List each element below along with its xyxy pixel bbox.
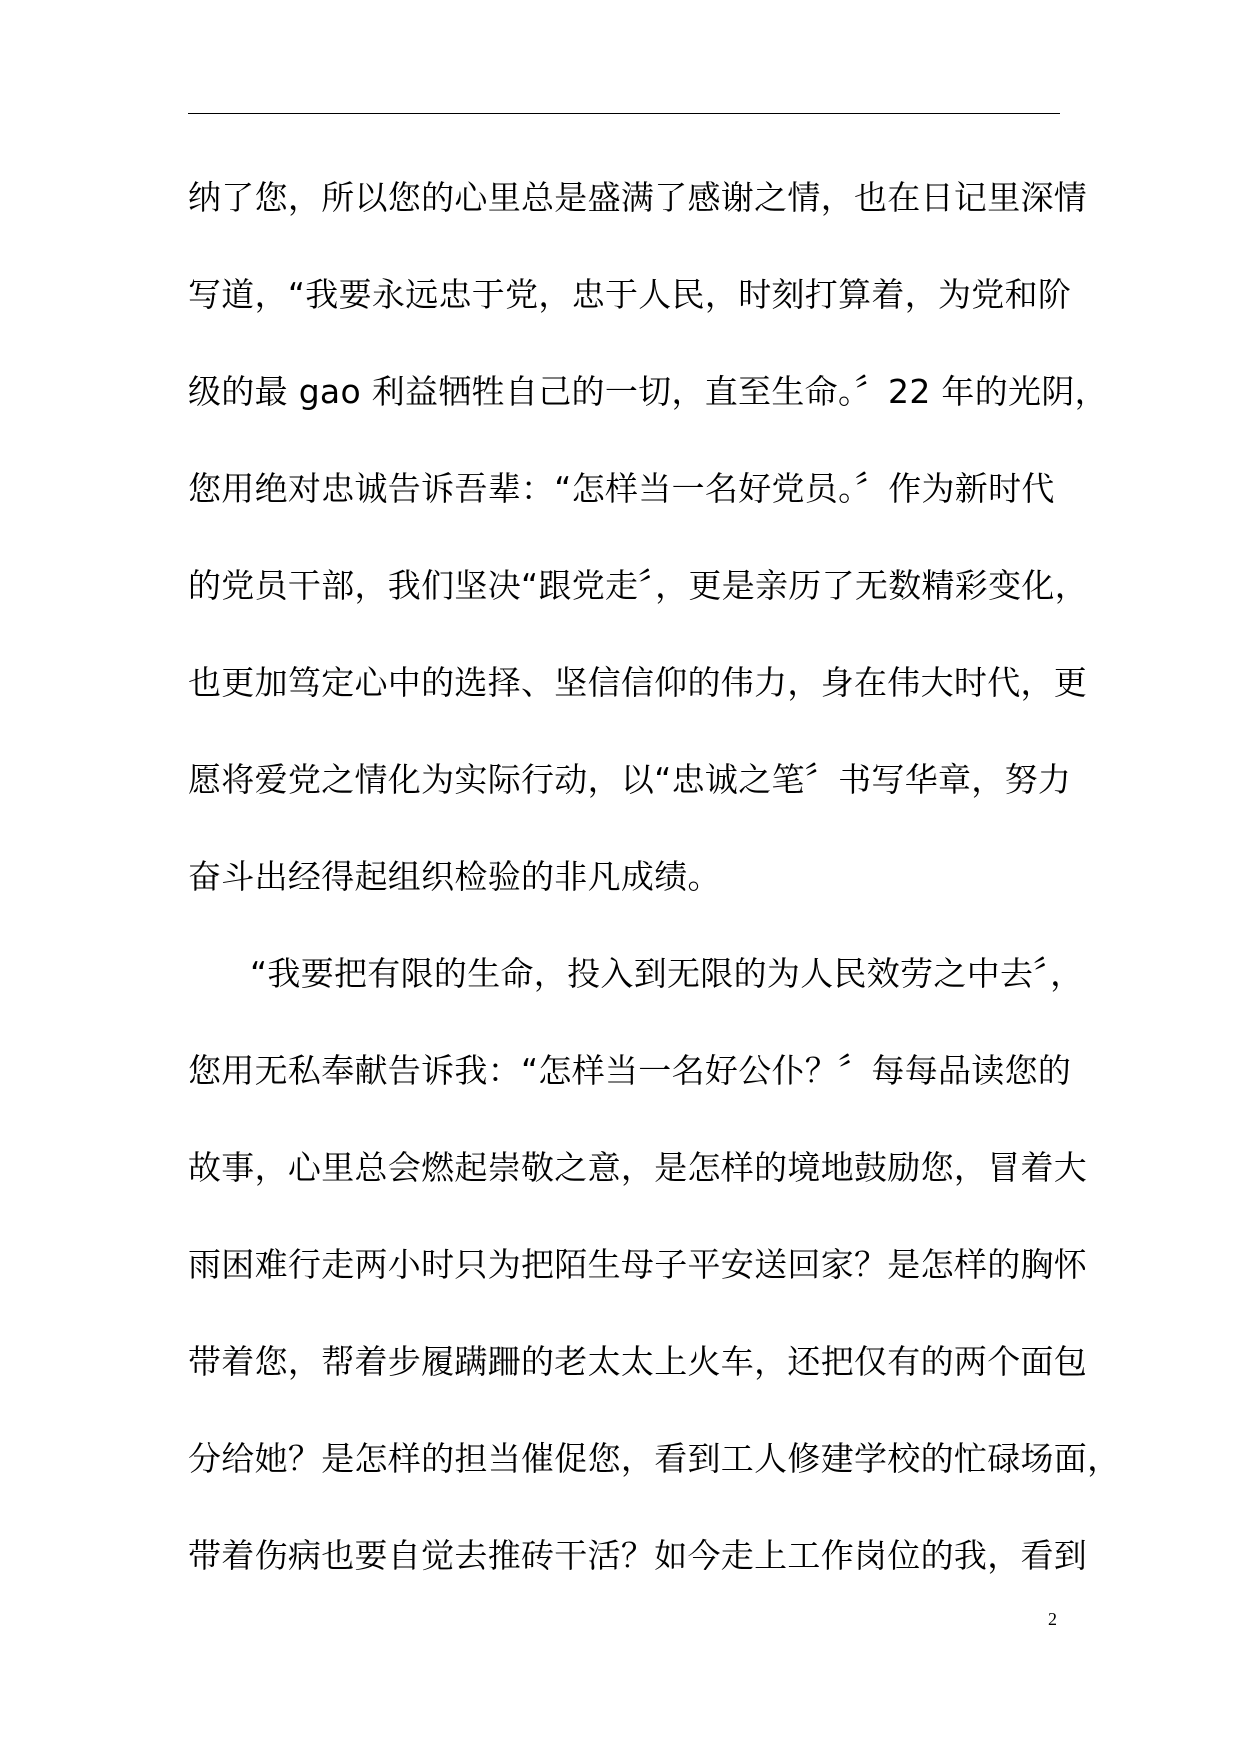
text-line: 写道，“我要永远忠于党，忠于人民，时刻打算着，为党和阶 bbox=[188, 275, 1072, 314]
text-line: 雨困难行走两小时只为把陌生母子平安送回家？是怎样的胸怀 bbox=[188, 1245, 1088, 1284]
text-line: 奋斗出经得起组织检验的非凡成绩。 bbox=[188, 857, 721, 896]
text-line: 故事，心里总会燃起崇敬之意，是怎样的境地鼓励您，冒着大 bbox=[188, 1148, 1088, 1187]
text-line: 也更加笃定心中的选择、坚信信仰的伟力，身在伟大时代，更 bbox=[188, 663, 1088, 702]
text-line: 纳了您，所以您的心里总是盛满了感谢之情，也在日记里深情 bbox=[188, 178, 1088, 217]
page-body bbox=[188, 168, 1121, 1623]
text-line: 愿将爱党之情化为实际行动，以“忠诚之笔〞书写华章，努力 bbox=[188, 760, 1072, 799]
text-line: 分给她？是怎样的担当催促您，看到工人修建学校的忙碌场面， bbox=[188, 1439, 1121, 1478]
text-line: 级的最 gao 利益牺牲自己的一切，直至生命。〞22 年的光阴， bbox=[188, 372, 1108, 411]
text-line: 您用无私奉献告诉我：“怎样当一名好公仆？〞每每品读您的 bbox=[188, 1051, 1072, 1090]
page-number: 2 bbox=[1048, 1609, 1057, 1629]
text-line: 您用绝对忠诚告诉吾辈：“怎样当一名好党员。〞作为新时代 bbox=[188, 469, 1055, 508]
header-rule bbox=[188, 113, 1060, 114]
text-line: 带着伤病也要自觉去推砖干活？如今走上工作岗位的我，看到 bbox=[188, 1536, 1088, 1575]
paragraph-first-line: “我要把有限的生命，投入到无限的为人民效劳之中去〞， bbox=[250, 954, 1084, 993]
text-line: 的党员干部，我们坚决“跟党走〞，更是亲历了无数精彩变化， bbox=[188, 566, 1088, 605]
text-line: 带着您，帮着步履蹒跚的老太太上火车，还把仅有的两个面包 bbox=[188, 1342, 1088, 1381]
